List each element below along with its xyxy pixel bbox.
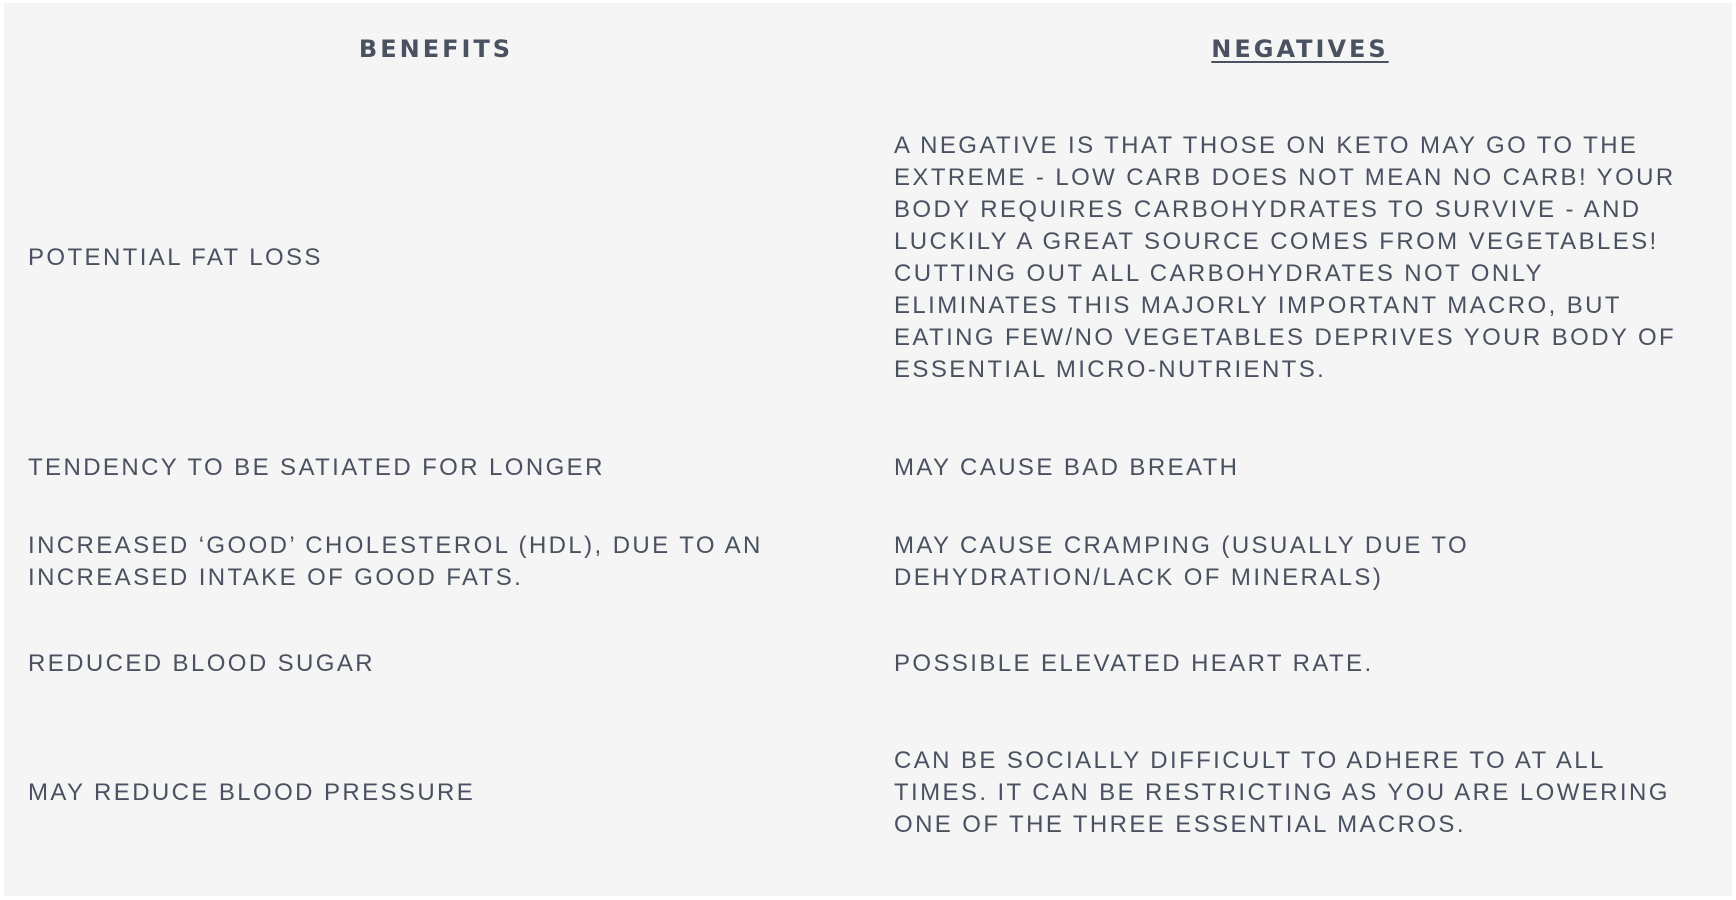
negative-cell: MAY CAUSE CRAMPING (USUALLY DUE TO DEHYDRATION/LACK OF MINERALS) xyxy=(894,532,1470,591)
negative-cell: A NEGATIVE IS THAT THOSE ON KETO MAY GO TO THE EXTREME - LOW CARB DOES NOT MEAN NO CARB! YOUR BODY REQUIRES CARBOHYDRATES TO SURVIVE - AND LUCKILY A GREAT SOURCE COMES FROM VEGETABLES! CUTTING OUT ALL CARBOHYDRATES NOT ONLY ELIMINATES THIS MAJORLY IMPORTANT MACRO, BUT EATING FEW/NO VEGETABLES DEPRIVES YOUR BODY OF ESSENTIAL MICRO-NUTRIENTS. xyxy=(894,132,1677,383)
table-row xyxy=(4,719,1732,867)
negative-cell: CAN BE SOCIALLY DIFFICULT TO ADHERE TO AT ALL TIMES. IT CAN BE RESTRICTING AS YOU ARE LOWERING ONE OF THE THREE ESSENTIAL MACROS. xyxy=(894,747,1670,838)
benefits-negatives-table xyxy=(4,3,1732,867)
comparison-panel xyxy=(4,3,1732,896)
table-row xyxy=(4,515,1732,609)
benefit-cell: POTENTIAL FAT LOSS xyxy=(28,244,323,271)
benefit-cell: REDUCED BLOOD SUGAR xyxy=(28,650,375,677)
header-row xyxy=(4,3,1732,95)
benefit-cell: TENDENCY TO BE SATIATED FOR LONGER xyxy=(28,454,605,481)
negatives-header xyxy=(868,3,1732,95)
negatives-header-label: NEGATIVES xyxy=(1211,35,1389,63)
table-row xyxy=(4,421,1732,515)
benefits-header-label: BENEFITS xyxy=(358,35,514,63)
negative-cell: POSSIBLE ELEVATED HEART RATE. xyxy=(894,650,1374,677)
table-row xyxy=(4,95,1732,421)
benefit-cell: INCREASED ‘GOOD’ CHOLESTEROL (HDL), DUE TO AN INCREASED INTAKE OF GOOD FATS. xyxy=(28,532,763,591)
benefits-header xyxy=(4,3,868,95)
negative-cell: MAY CAUSE BAD BREATH xyxy=(894,454,1240,481)
table-row xyxy=(4,609,1732,719)
benefit-cell: MAY REDUCE BLOOD PRESSURE xyxy=(28,779,476,806)
